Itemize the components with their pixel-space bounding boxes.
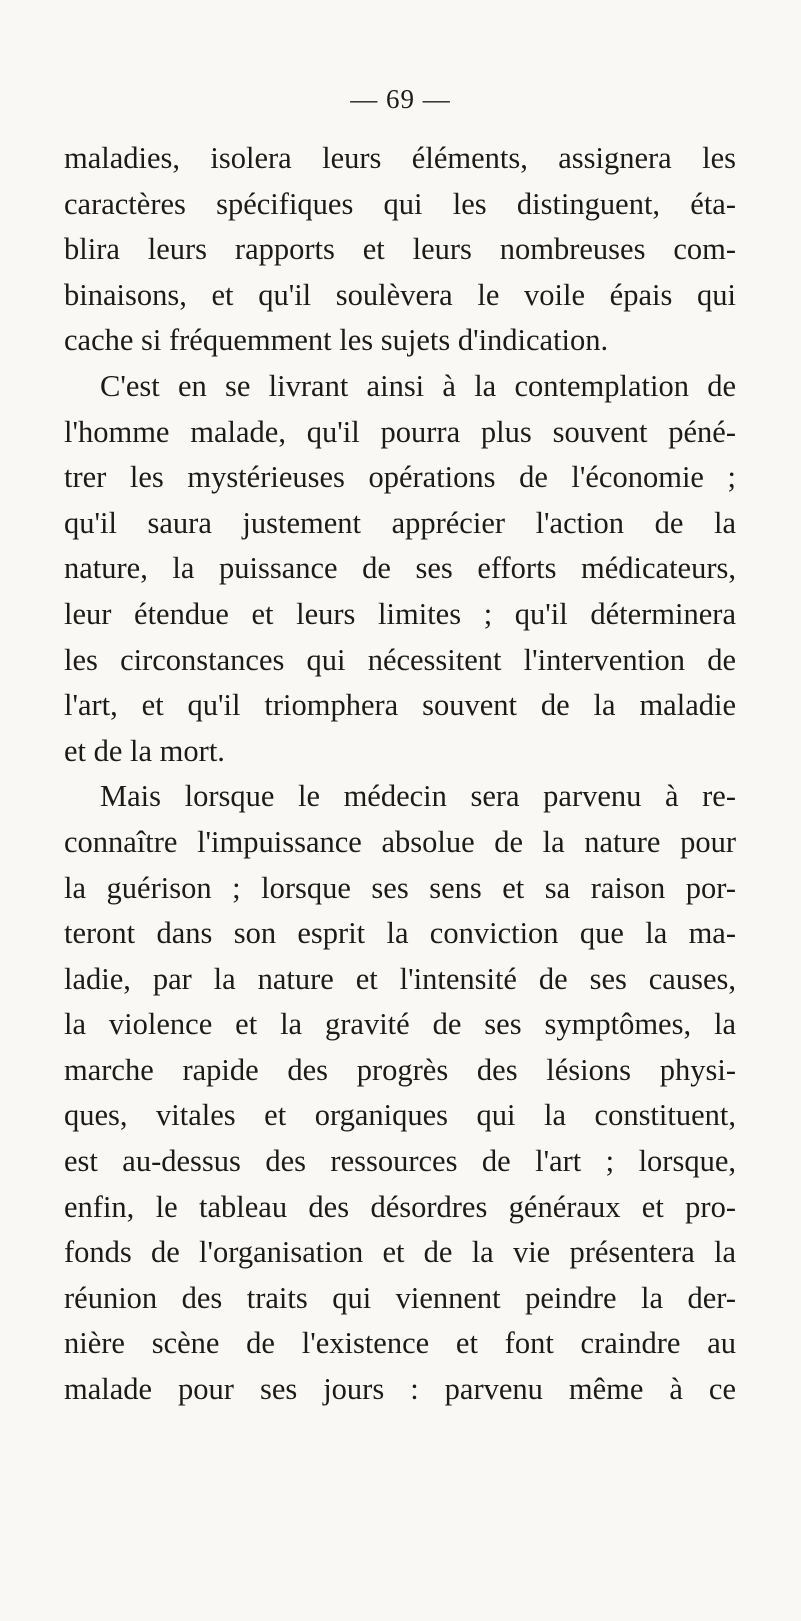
text-line: qu'il saura justement apprécier l'action de la (64, 505, 736, 540)
text-line: connaître l'impuissance absolue de la nature pour (64, 824, 736, 859)
body-text (64, 136, 736, 1413)
text-line: enfin, le tableau des désordres généraux et pro- (64, 1189, 736, 1224)
text-line: nature, la puissance de ses efforts médicateurs, (64, 551, 736, 586)
text-line: est au-dessus des ressources de l'art ; lorsque, (64, 1144, 736, 1179)
text-line: teront dans son esprit la conviction que la ma- (64, 916, 736, 951)
text-line: caractères spécifiques qui les distinguent, éta- (64, 186, 736, 221)
text-line: la guérison ; lorsque ses sens et sa raison por- (64, 870, 736, 905)
text-line: binaisons, et qu'il soulèvera le voile épais qui (64, 277, 736, 312)
page-number: — 69 — (350, 84, 451, 114)
text-line: blira leurs rapports et leurs nombreuses com- (64, 232, 736, 267)
text-line: ladie, par la nature et l'intensité de ses causes, (64, 961, 736, 996)
text-line: leur étendue et leurs limites ; qu'il déterminera (64, 596, 736, 631)
text-line: trer les mystérieuses opérations de l'économie ; (64, 460, 736, 495)
text-line: et de la mort. (64, 733, 225, 768)
text-line: Mais lorsque le médecin sera parvenu à re- (100, 779, 736, 814)
text-line: fonds de l'organisation et de la vie présentera la (64, 1235, 736, 1270)
text-line: la violence et la gravité de ses symptômes, la (64, 1007, 736, 1042)
text-line: réunion des traits qui viennent peindre la der- (64, 1280, 736, 1315)
text-line: marche rapide des progrès des lésions physi- (64, 1052, 736, 1087)
text-line: C'est en se livrant ainsi à la contemplation de (100, 368, 736, 403)
text-line: cache si fréquemment les sujets d'indication. (64, 323, 609, 358)
text-line: malade pour ses jours : parvenu même à ce (64, 1372, 736, 1407)
text-line: nière scène de l'existence et font craindre au (64, 1326, 736, 1361)
text-line: l'homme malade, qu'il pourra plus souvent péné- (64, 414, 736, 449)
text-line: l'art, et qu'il triomphera souvent de la maladie (64, 688, 736, 723)
text-line: ques, vitales et organiques qui la constituent, (64, 1098, 736, 1133)
text-line: maladies, isolera leurs éléments, assignera les (64, 141, 736, 175)
text-line: les circonstances qui nécessitent l'intervention de (64, 642, 736, 677)
